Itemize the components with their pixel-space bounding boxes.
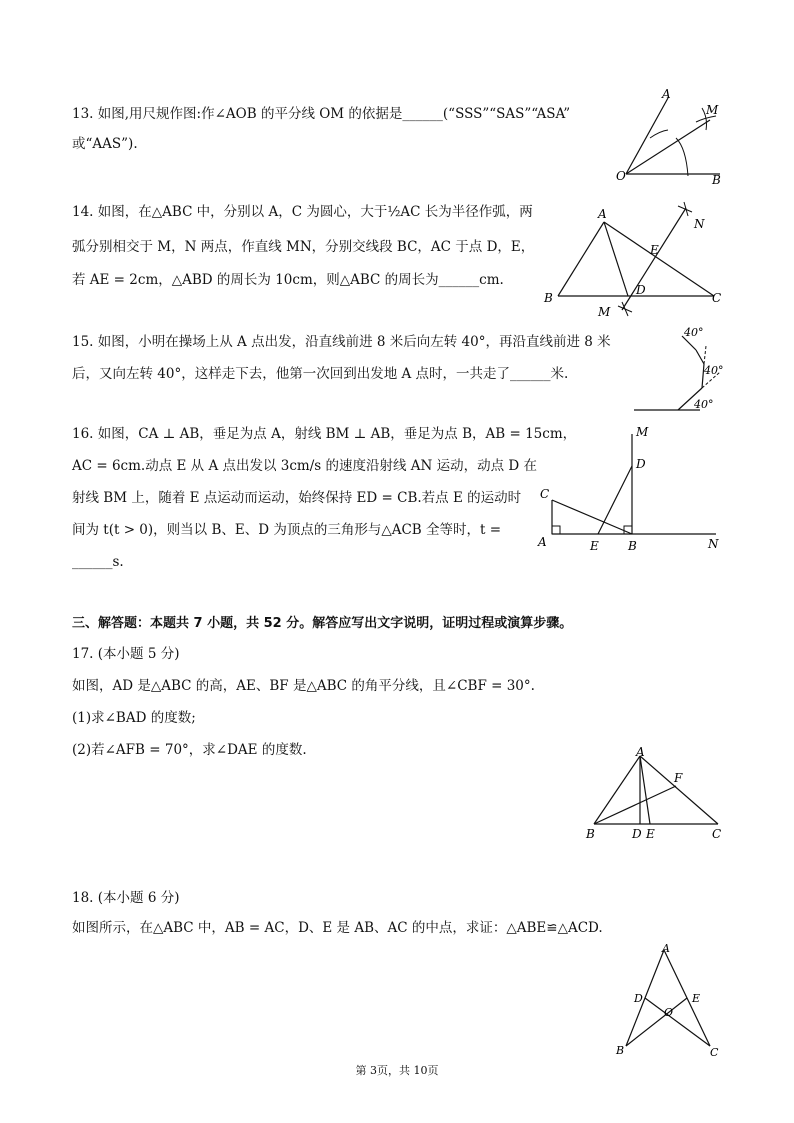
q17-label-c: C	[712, 827, 722, 841]
q14-label-m: M	[598, 305, 611, 318]
q16-label-c: C	[540, 487, 550, 501]
q15-angle-3: 40°	[694, 398, 714, 411]
q14-label-a: A	[598, 207, 607, 221]
q15-line-1: 15. 如图，小明在操场上从 A 点出发，沿直线前进 8 米后向左转 40°，再沿直线前进 8 米	[72, 334, 611, 350]
q16-line-5: ______s.	[72, 554, 124, 570]
q13-line-2: 或“AAS”).	[72, 136, 138, 152]
q16-line-4: 间为 t(t > 0)，则当以 B、E、D 为顶点的三角形与△ACB 全等时，t =	[72, 522, 502, 538]
q17-line-2: (1)求∠BAD 的度数;	[72, 710, 196, 726]
q18-figure	[612, 940, 732, 1060]
q16-figure	[532, 420, 728, 560]
q15-line-2: 后，又向左转 40°，这样走下去，他第一次回到出发地 A 点时，一共走了______米.	[72, 366, 569, 382]
q14-label-b: B	[544, 291, 553, 305]
q13-line-1: 13. 如图,用尺规作图:作∠AOB 的平分线 OM 的依据是______(“SSS”“SAS”“ASA”	[72, 106, 571, 122]
q18-label-d: D	[634, 992, 643, 1005]
section-3-heading: 三、解答题：本题共 7 小题，共 52 分。解答应写出文字说明，证明过程或演算步骤。	[72, 616, 573, 631]
q17-label-e: E	[646, 827, 655, 841]
q13-label-a: A	[662, 87, 671, 101]
q14-label-d: D	[636, 283, 646, 297]
q18-title: 18. (本小题 6 分)	[72, 890, 180, 906]
q14-label-e: E	[650, 243, 659, 257]
q16-label-n: N	[708, 537, 719, 551]
q18-label-c: C	[710, 1046, 719, 1059]
q16-label-d: D	[636, 457, 646, 471]
q17-title: 17. (本小题 5 分)	[72, 646, 180, 662]
q16-line-1: 16. 如图，CA ⊥ AB，垂足为点 A，射线 BM ⊥ AB，垂足为点 B，AB = 15cm，	[72, 426, 577, 442]
q17-label-f: F	[674, 771, 683, 785]
q16-label-m: M	[636, 425, 649, 439]
q16-label-e: E	[590, 539, 599, 553]
q18-label-o: O	[664, 1006, 674, 1019]
q18-label-b: B	[616, 1044, 625, 1057]
q18-label-a: A	[662, 942, 670, 955]
q17-line-1: 如图，AD 是△ABC 的高，AE、BF 是△ABC 的角平分线，且∠CBF = 30°.	[72, 678, 535, 694]
q18-label-e: E	[692, 992, 701, 1005]
q15-figure	[630, 322, 730, 414]
q16-label-a: A	[538, 535, 547, 549]
q14-line-1: 14. 如图，在△ABC 中，分别以 A，C 为圆心，大于½AC 长为半径作弧，两	[72, 204, 533, 220]
q13-label-b: B	[712, 173, 721, 186]
q17-label-d: D	[632, 827, 642, 841]
q17-line-3: (2)若∠AFB = 70°，求∠DAE 的度数.	[72, 742, 307, 758]
q13-label-o: O	[616, 169, 626, 183]
q16-line-3: 射线 BM 上，随着 E 点运动而运动，始终保持 ED = CB.若点 E 的运动时	[72, 490, 522, 506]
page-footer: 第 3页，共 10页	[355, 1064, 439, 1077]
q13-figure	[612, 86, 732, 186]
q17-figure	[584, 744, 734, 844]
q16-label-b: B	[628, 539, 637, 553]
q14-figure	[538, 198, 728, 318]
q17-label-b: B	[586, 827, 595, 841]
q18-line-1: 如图所示，在△ABC 中，AB = AC，D、E 是 AB、AC 的中点，求证：△ABE≌△ACD.	[72, 920, 603, 936]
q14-label-c: C	[712, 291, 722, 305]
q13-label-m: M	[706, 103, 719, 117]
q14-line-2: 弧分别相交于 M，N 两点，作直线 MN，分别交线段 BC，AC 于点 D，E，	[72, 239, 535, 255]
q15-angle-2: 40°	[704, 364, 724, 377]
q16-line-2: AC = 6cm.动点 E 从 A 点出发以 3cm/s 的速度沿射线 AN 运动，动点 D 在	[72, 458, 538, 474]
q15-angle-1: 40°	[684, 326, 704, 339]
q14-line-3: 若 AE = 2cm，△ABD 的周长为 10cm，则△ABC 的周长为______cm.	[72, 272, 504, 288]
q17-label-a: A	[636, 745, 645, 759]
q14-label-n: N	[694, 217, 705, 231]
